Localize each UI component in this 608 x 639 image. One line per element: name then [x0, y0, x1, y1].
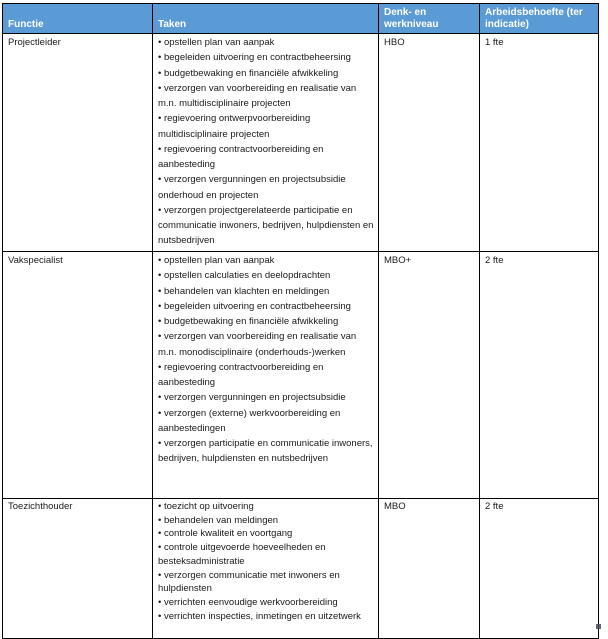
task-item: • controle uitgevoerde hoeveelheden en besteksadministratie: [158, 542, 326, 567]
task-item: • opstellen plan van aanpak: [158, 255, 275, 266]
header-row: [3, 4, 599, 34]
task-item: • regievoering ontwerpvoorbereiding multidisciplinaire projecten: [158, 113, 311, 140]
taken-list: [158, 253, 374, 497]
task-item: • verzorgen projectgerelateerde participatie en communicatie inwoners, bedrijven, hulpdiensten en nutsbedrijven: [158, 204, 374, 247]
taken-list: [158, 500, 374, 637]
table-row: [3, 499, 599, 639]
task-item: • opstellen plan van aanpak: [158, 37, 275, 48]
niveau-cell: MBO: [379, 499, 480, 639]
arbeidsbehoefte-cell: 2 fte: [480, 499, 599, 639]
niveau-cell: HBO: [379, 34, 480, 252]
task-item: • regievoering contractvoorbereiding en aanbesteding: [158, 361, 324, 388]
arbeidsbehoefte-cell: 2 fte: [480, 252, 599, 499]
functie-cell: Projectleider: [3, 34, 153, 252]
task-item: • verzorgen van voorbereiding en realisatie van m.n. multidisciplinaire projecten: [158, 82, 357, 109]
arbeidsbehoefte-cell: 1 fte: [480, 34, 599, 252]
table-body: [3, 34, 599, 639]
table-row: [3, 34, 599, 252]
task-item: • verzorgen (externe) werkvoorbereiding en aanbestedingen: [158, 407, 341, 434]
task-item: • verrichten inspecties, inmetingen en uitzetwerk: [158, 610, 361, 622]
functie-cell: Vakspecialist: [3, 252, 153, 499]
header-cell-arbeidsbehoefte: Arbeidsbehoefte (ter indicatie): [480, 4, 599, 34]
task-item: • begeleiden uitvoering en contractbeheersing: [158, 300, 351, 312]
task-item: • verrichten eenvoudige werkvoorbereiding: [158, 596, 338, 608]
task-item: • controle kwaliteit en voortgang: [158, 528, 293, 540]
taken-list: [158, 35, 374, 250]
task-item: • budgetbewaking en financiële afwikkeling: [158, 67, 339, 79]
task-item: • verzorgen vergunningen en projectsubsidie: [158, 392, 346, 404]
task-item: • budgetbewaking en financiële afwikkeling: [158, 316, 339, 327]
header-cell-functie: Functie: [3, 4, 153, 34]
task-item: • regievoering contractvoorbereiding en aanbesteding: [158, 143, 324, 170]
header-cell-taken: Taken: [153, 4, 379, 34]
task-item: • behandelen van meldingen: [158, 514, 279, 526]
task-item: • verzorgen communicatie met inwoners en hulpdiensten: [158, 569, 340, 595]
task-item: • behandelen van klachten en meldingen: [158, 285, 330, 297]
niveau-cell: MBO+: [379, 252, 480, 499]
taken-cell: [153, 34, 379, 252]
task-item: • verzorgen van voorbereiding en realisatie van m.n. monodisciplinaire (onderhouds-)werken: [158, 331, 357, 358]
taken-cell: [153, 252, 379, 499]
task-item: • opstellen calculaties en deelopdrachten: [158, 270, 331, 282]
task-item: • begeleiden uitvoering en contractbeheersing: [158, 52, 351, 64]
task-item: • verzorgen vergunningen en projectsubsidie onderhoud en projecten: [158, 174, 346, 201]
functie-cell: Toezichthouder: [3, 499, 153, 639]
taken-cell: [153, 499, 379, 639]
table-resize-handle[interactable]: [596, 624, 601, 629]
functions-table: [2, 3, 599, 639]
header-cell-niveau: Denk- en werkniveau: [379, 4, 480, 34]
table-row: [3, 252, 599, 499]
task-item: • verzorgen participatie en communicatie inwoners, bedrijven, hulpdiensten en nutsbedrijven: [158, 438, 373, 465]
task-item: • toezicht op uitvoering: [158, 501, 254, 512]
